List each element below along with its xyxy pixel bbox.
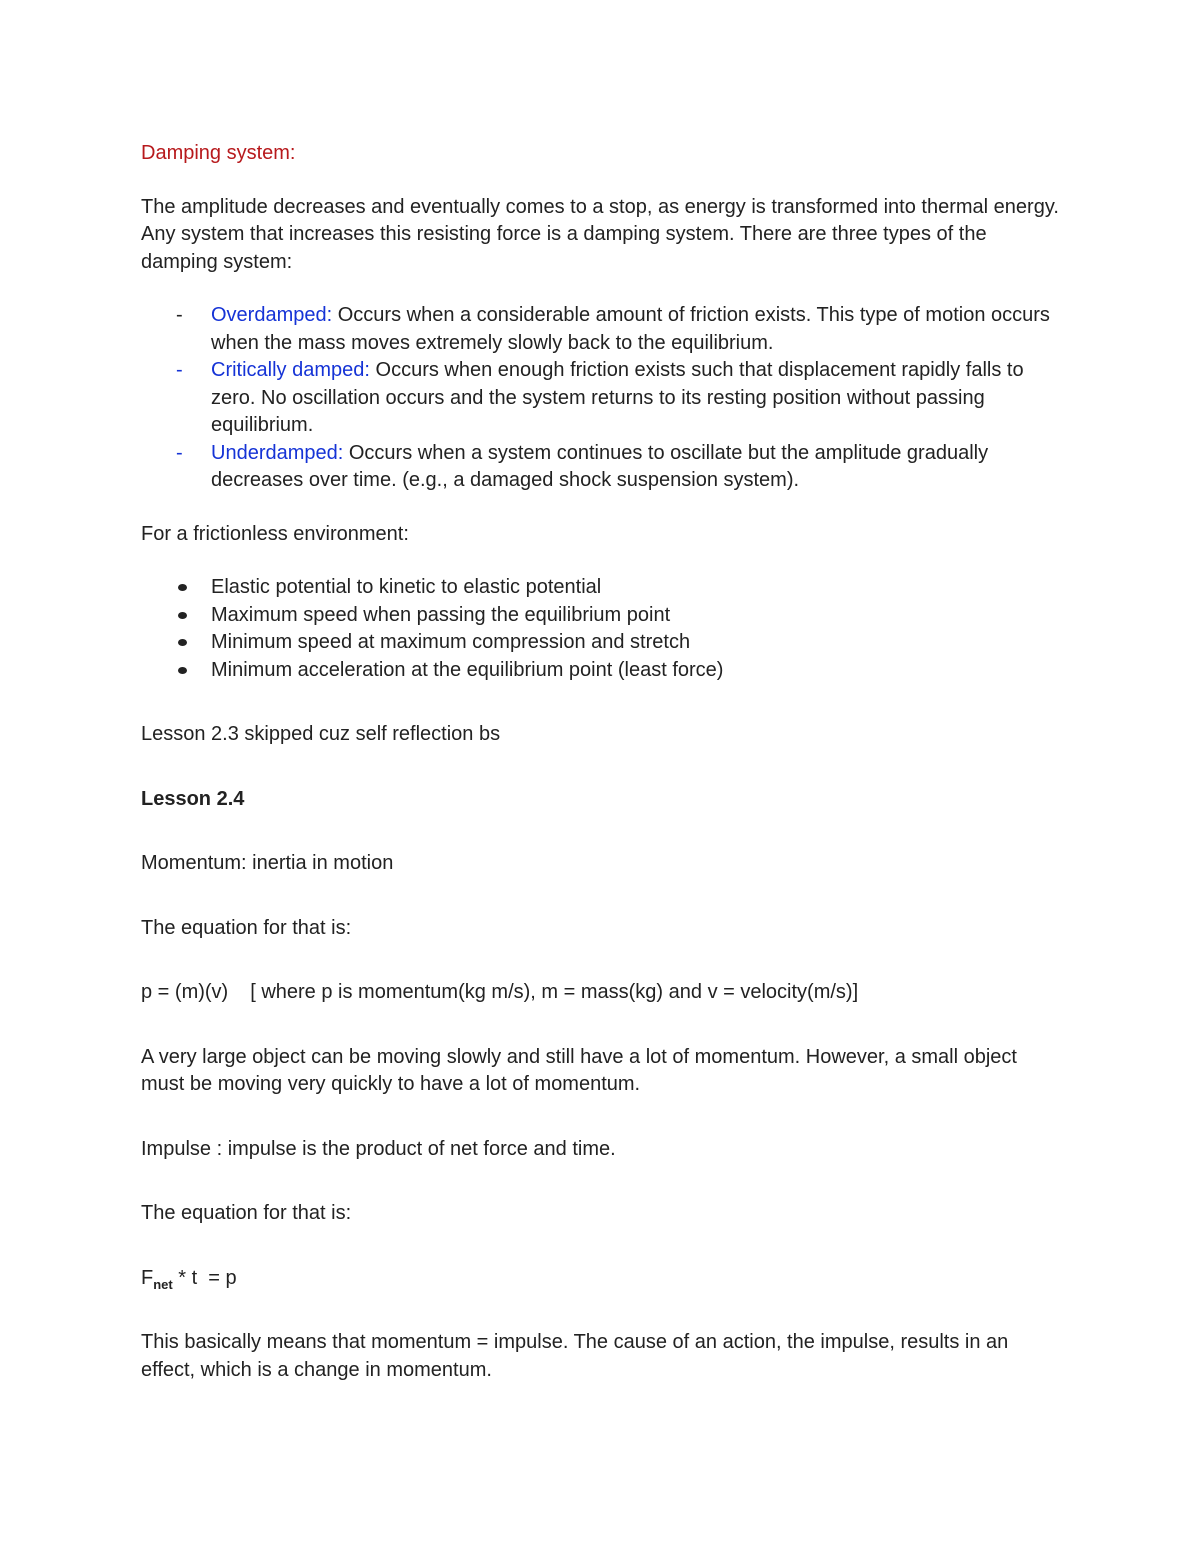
bullet-icon <box>178 667 187 674</box>
spacer <box>141 1163 1061 1200</box>
impulse-equation-rest: * t = p <box>172 1266 237 1289</box>
momentum-paragraph: A very large object can be moving slowly and still have a lot of momentum. However, a small object must be moving very quickly to have a lot of momentum. <box>141 1045 1017 1095</box>
bullet-icon <box>178 612 187 619</box>
spacer <box>141 942 1061 979</box>
damping-type-overdamped <box>141 302 1061 357</box>
spacer <box>141 1292 1061 1329</box>
spacer <box>141 749 1061 786</box>
impulse-equation-base: F <box>141 1266 154 1289</box>
frictionless-list-item <box>141 657 1061 685</box>
frictionless-item-text: Minimum speed at maximum compression and stretch <box>211 631 691 653</box>
spacer <box>141 548 1061 574</box>
document-page <box>141 140 1061 1384</box>
spacer <box>141 276 1061 302</box>
spacer <box>141 1099 1061 1136</box>
impulse-equation <box>141 1265 1061 1293</box>
spacer <box>141 1007 1061 1044</box>
spacer <box>141 495 1061 521</box>
momentum-equation-line <box>141 979 1061 1007</box>
damping-type-term: Overdamped: <box>211 304 333 326</box>
spacer <box>141 168 1061 194</box>
frictionless-item-text: Maximum speed when passing the equilibrium point <box>211 603 671 626</box>
frictionless-list-item <box>141 629 1061 657</box>
dash-marker: - <box>176 304 183 326</box>
dash-marker: - <box>176 359 183 381</box>
spacer <box>141 813 1061 850</box>
spacer <box>141 878 1061 915</box>
frictionless-list <box>141 574 1061 684</box>
damping-type-underdamped <box>141 440 1061 495</box>
bullet-icon <box>178 584 187 591</box>
frictionless-item-text: Minimum acceleration at the equilibrium point (least force) <box>211 658 724 681</box>
bullet-icon <box>178 639 187 646</box>
damping-type-description: Occurs when a considerable amount of friction exists. This type of motion occurs when the mass moves extremely slowly back to the equilibrium. <box>211 304 1050 354</box>
damping-types-list <box>141 302 1061 495</box>
momentum-equation-note: [ where p is momentum(kg m/s), m = mass(kg) and v = velocity(m/s)] <box>250 981 859 1003</box>
damping-type-critically-damped <box>141 357 1061 440</box>
damping-system-heading: Damping system: <box>141 142 296 164</box>
damping-type-term: Underdamped: <box>211 441 344 464</box>
momentum-definition: Momentum: inertia in motion <box>141 852 394 874</box>
impulse-equation-intro: The equation for that is: <box>141 1202 352 1224</box>
frictionless-item-text: Elastic potential to kinetic to elastic potential <box>211 576 602 598</box>
spacer <box>141 684 1061 721</box>
dash-marker: - <box>176 441 183 464</box>
momentum-equation-intro: The equation for that is: <box>141 916 352 939</box>
damping-type-description: Occurs when a system continues to oscillate but the amplitude gradually decreases over time. (e.g., a damaged shock suspension system). <box>211 441 989 491</box>
lesson-2-3-note: Lesson 2.3 skipped cuz self reflection bs <box>141 723 501 745</box>
damping-intro-paragraph: The amplitude decreases and eventually comes to a stop, as energy is transformed into thermal energy. Any system that increases this resisting force is a damping system. There are three types of the damping system: <box>141 195 1059 273</box>
damping-type-term: Critically damped: <box>211 359 370 381</box>
momentum-equation: p = (m)(v) <box>141 981 229 1003</box>
frictionless-heading: For a frictionless environment: <box>141 522 409 545</box>
impulse-equation-subscript: net <box>153 1276 173 1292</box>
lesson-2-4-title: Lesson 2.4 <box>141 787 245 810</box>
conclusion-paragraph: This basically means that momentum = impulse. The cause of an action, the impulse, results in an effect, which is a change in momentum. <box>141 1331 1009 1381</box>
damping-type-description: Occurs when enough friction exists such that displacement rapidly falls to zero. No oscillation occurs and the system returns to its resting position without passing equilibrium. <box>211 359 1024 436</box>
spacer <box>141 1228 1061 1265</box>
impulse-definition: Impulse : impulse is the product of net force and time. <box>141 1137 616 1160</box>
frictionless-list-item <box>141 574 1061 602</box>
frictionless-list-item <box>141 602 1061 630</box>
